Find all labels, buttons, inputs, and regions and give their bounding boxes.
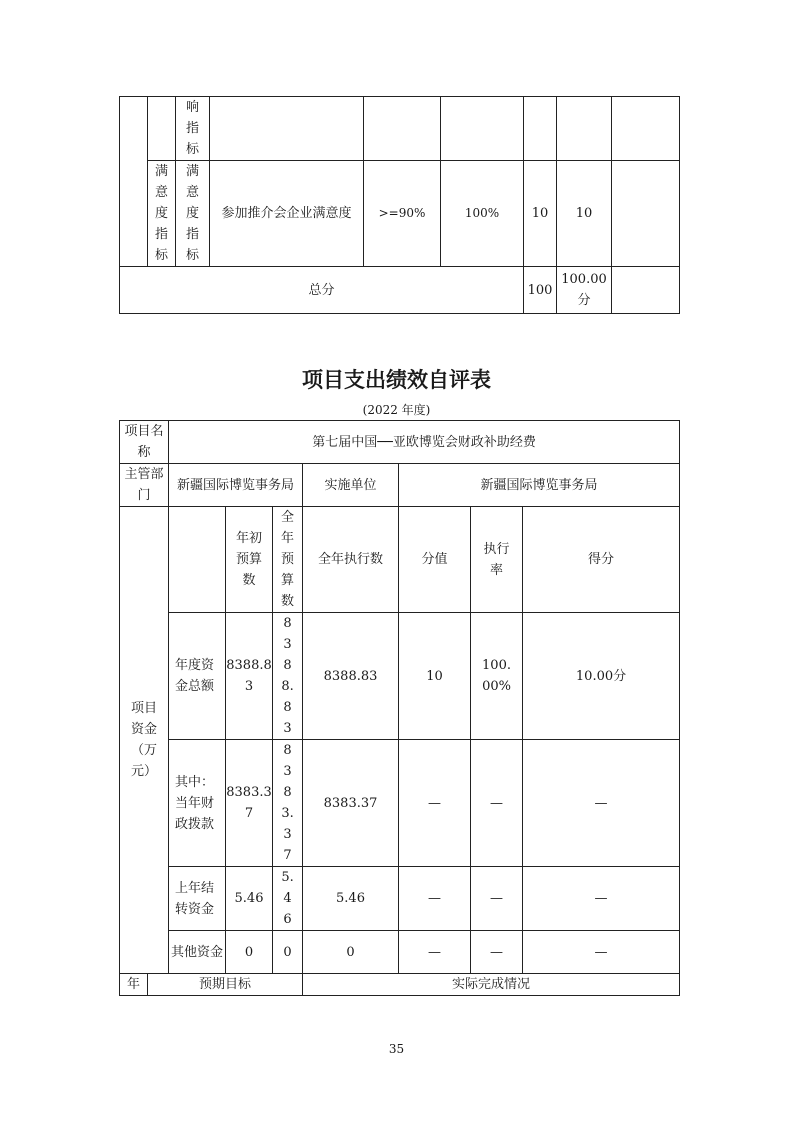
performance-indicator-table	[119, 96, 680, 314]
score-value: 10.00分	[523, 613, 680, 740]
actual-value: 100%	[441, 161, 524, 267]
points-value: —	[399, 867, 471, 931]
expected-target-label: 预期目标	[148, 974, 303, 996]
dept-label: 主管部门	[120, 464, 169, 507]
project-name: 第七届中国──亚欧博览会财政补助经费	[169, 421, 680, 464]
header-executed: 全年执行数	[303, 507, 399, 613]
full-year-value: 5.46	[273, 867, 303, 931]
score-value: —	[523, 867, 680, 931]
full-year-value: 8383.37	[273, 740, 303, 867]
page-title: 项目支出绩效自评表	[302, 368, 491, 392]
header-full-year: 全年预算数	[273, 507, 303, 613]
satisfaction-category-cell: 满意度指标	[148, 161, 176, 267]
impl-name: 新疆国际博览事务局	[399, 464, 680, 507]
rate-value: —	[471, 931, 523, 974]
score-value: —	[523, 740, 680, 867]
year-start-value: 8383.37	[226, 740, 273, 867]
indicator-content: 参加推介会企业满意度	[210, 161, 364, 267]
year-start-value: 5.46	[226, 867, 273, 931]
level3-indicator-cell: 响指标	[176, 97, 210, 161]
actual-completion-label: 实际完成情况	[303, 974, 680, 996]
executed-value: 8388.83	[303, 613, 399, 740]
rate-value: 100.00%	[471, 613, 523, 740]
row-label: 年度资金总额	[169, 613, 226, 740]
header-score: 得分	[523, 507, 680, 613]
total-label: 总分	[120, 267, 524, 314]
full-year-value: 0	[273, 931, 303, 974]
row-label: 上年结转资金	[169, 867, 226, 931]
page-number: 35	[388, 1042, 405, 1056]
points-value: —	[399, 931, 471, 974]
level1-cell	[120, 97, 148, 267]
page-subtitle: (2022 年度)	[362, 403, 431, 417]
points-value: —	[399, 740, 471, 867]
total-weight: 100	[524, 267, 557, 314]
full-year-value: 8388.83	[273, 613, 303, 740]
dept-name: 新疆国际博览事务局	[169, 464, 303, 507]
satisfaction-indicator-cell: 满意度指标	[176, 161, 210, 267]
project-name-label: 项目名称	[120, 421, 169, 464]
executed-value: 0	[303, 931, 399, 974]
impl-label: 实施单位	[303, 464, 399, 507]
points-value: 10	[399, 613, 471, 740]
row-label: 其他资金	[169, 931, 226, 974]
rate-value: —	[471, 867, 523, 931]
score-value: 10	[557, 161, 612, 267]
year-start-value: 0	[226, 931, 273, 974]
weight-value: 10	[524, 161, 557, 267]
executed-value: 5.46	[303, 867, 399, 931]
year-label: 年	[120, 974, 148, 996]
executed-value: 8383.37	[303, 740, 399, 867]
target-value: >=90%	[364, 161, 441, 267]
self-evaluation-table	[119, 420, 680, 996]
level2-cell	[148, 97, 176, 161]
score-value: —	[523, 931, 680, 974]
row-label: 其中：当年财政拨款	[169, 740, 226, 867]
header-rate: 执行率	[471, 507, 523, 613]
total-score: 100.00分	[557, 267, 612, 314]
year-start-value: 8388.83	[226, 613, 273, 740]
header-year-start: 年初预算数	[226, 507, 273, 613]
funds-label: 项目资金（万元）	[120, 507, 169, 974]
header-points: 分值	[399, 507, 471, 613]
rate-value: —	[471, 740, 523, 867]
